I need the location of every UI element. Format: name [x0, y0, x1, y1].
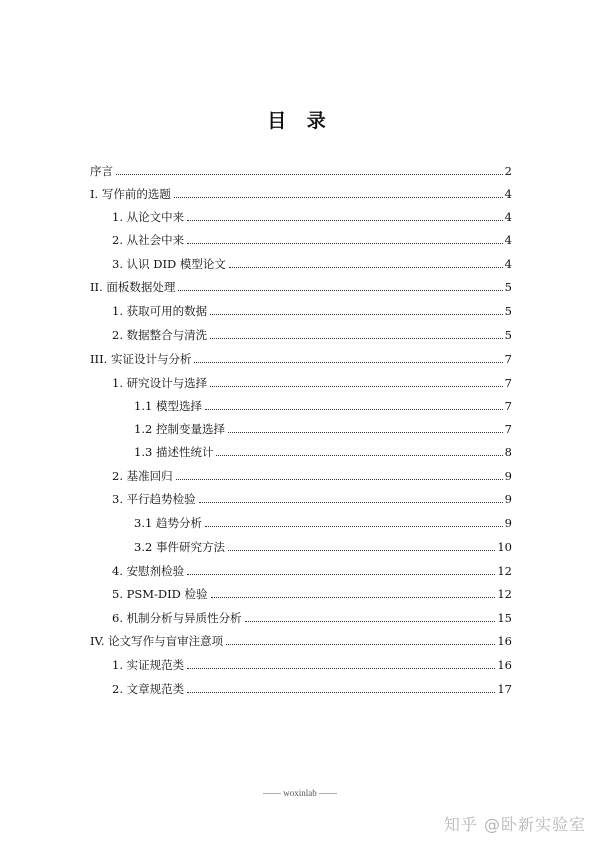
- toc-page-number: 5: [504, 304, 512, 318]
- toc-entry-label: 2. 从社会中来: [112, 233, 185, 247]
- leader-dots: [116, 174, 503, 175]
- leader-dots: [205, 526, 503, 527]
- leader-dots: [187, 220, 503, 221]
- leader-dots: [210, 314, 503, 315]
- leader-dots: [176, 479, 503, 480]
- toc-entry-label: II. 面板数据处理: [90, 280, 176, 294]
- leader-dots: [187, 692, 495, 693]
- toc-page-number: 4: [504, 257, 512, 271]
- leader-dots: [229, 267, 503, 268]
- toc-entry-label: 3. 认识 DID 模型论文: [112, 257, 226, 271]
- leader-dots: [187, 668, 495, 669]
- leader-dots: [228, 550, 495, 551]
- toc-entry-label: 2. 文章规范类: [112, 682, 185, 696]
- toc-entry-label: 1.2 控制变量选择: [134, 422, 225, 436]
- toc-page-number: 16: [497, 634, 512, 648]
- toc-page-number: 9: [504, 469, 512, 483]
- toc-page-number: 4: [504, 210, 512, 224]
- page-title: 目 录: [267, 110, 333, 132]
- toc-entry-label: 4. 安慰剂检验: [112, 564, 185, 578]
- leader-dots: [194, 362, 502, 363]
- toc-entry-label: I. 写作前的选题: [90, 187, 171, 201]
- toc-page-number: 12: [497, 564, 512, 578]
- leader-dots: [174, 197, 503, 198]
- toc-entry-label: 1. 从论文中来: [112, 210, 185, 224]
- toc-entry[interactable]: [112, 583, 512, 601]
- watermark: 知乎 @卧新实验室: [443, 815, 586, 834]
- toc-entry-label: 1.1 模型选择: [134, 399, 202, 413]
- toc-entry[interactable]: [112, 206, 512, 224]
- toc-entry-label: 6. 机制分析与异质性分析: [112, 611, 242, 625]
- toc-entry-label: IV. 论文写作与盲审注意项: [90, 634, 224, 648]
- toc-entry[interactable]: [112, 678, 512, 696]
- leader-dots: [210, 386, 503, 387]
- toc-entry[interactable]: [112, 488, 512, 506]
- toc-entry[interactable]: [112, 229, 512, 247]
- leader-dots: [211, 597, 496, 598]
- toc-page-number: 16: [497, 658, 512, 672]
- toc-entry-label: 1. 研究设计与选择: [112, 376, 208, 390]
- leader-dots: [187, 574, 495, 575]
- toc-entry[interactable]: [90, 630, 512, 648]
- leader-dots: [187, 243, 503, 244]
- toc-entry[interactable]: [134, 395, 512, 413]
- toc-entry[interactable]: [112, 465, 512, 483]
- toc-entry-label: 2. 基准回归: [112, 469, 173, 483]
- toc-entry-label: 3.1 趋势分析: [134, 516, 202, 530]
- toc-page-number: 5: [504, 328, 512, 342]
- leader-dots: [228, 432, 503, 433]
- toc-entry[interactable]: [90, 160, 512, 178]
- toc-page-number: 5: [504, 280, 512, 294]
- leader-dots: [245, 621, 496, 622]
- toc-entry[interactable]: [90, 276, 512, 294]
- toc-entry-label: III. 实证设计与分析: [90, 352, 192, 366]
- toc-page-number: 10: [497, 540, 512, 554]
- toc-entry[interactable]: [134, 418, 512, 436]
- leader-dots: [216, 455, 502, 456]
- toc-entry[interactable]: [112, 324, 512, 342]
- toc-entry-label: 1. 实证规范类: [112, 658, 185, 672]
- toc-entry-label: 1.3 描述性统计: [134, 445, 214, 459]
- page-footer: —— woxinlab ——: [263, 788, 337, 798]
- toc-entry[interactable]: [134, 441, 512, 459]
- toc-page-number: 7: [504, 352, 512, 366]
- toc-page-number: 17: [497, 682, 512, 696]
- toc-entry[interactable]: [112, 372, 512, 390]
- toc-entry[interactable]: [112, 560, 512, 578]
- toc-entry-label: 5. PSM-DID 检验: [112, 587, 208, 601]
- toc-entry-label: 3.2 事件研究方法: [134, 540, 225, 554]
- leader-dots: [205, 409, 503, 410]
- leader-dots: [226, 644, 495, 645]
- toc-page-number: 8: [504, 445, 512, 459]
- toc-page-number: 2: [504, 164, 512, 178]
- toc-page-number: 7: [504, 376, 512, 390]
- toc-entry-label: 1. 获取可用的数据: [112, 304, 208, 318]
- toc-entry[interactable]: [134, 536, 512, 554]
- toc-entry[interactable]: [112, 253, 512, 271]
- toc-entry[interactable]: [112, 654, 512, 672]
- toc-entry[interactable]: [134, 512, 512, 530]
- toc-entry-label: 2. 数据整合与清洗: [112, 328, 208, 342]
- toc-entry[interactable]: [90, 183, 512, 201]
- toc-page-number: 7: [504, 399, 512, 413]
- toc-page-number: 15: [497, 611, 512, 625]
- toc-page-number: 9: [504, 516, 512, 530]
- toc-entry[interactable]: [112, 607, 512, 625]
- leader-dots: [199, 502, 503, 503]
- toc-page-number: 7: [504, 422, 512, 436]
- toc-page-number: 4: [504, 233, 512, 247]
- toc-entry-label: 3. 平行趋势检验: [112, 492, 196, 506]
- leader-dots: [178, 290, 502, 291]
- toc-page-number: 12: [497, 587, 512, 601]
- toc-entry-label: 序言: [90, 164, 113, 178]
- toc-entry[interactable]: [90, 348, 512, 366]
- toc-entry[interactable]: [112, 300, 512, 318]
- toc-page-number: 9: [504, 492, 512, 506]
- leader-dots: [210, 338, 503, 339]
- toc-page-number: 4: [504, 187, 512, 201]
